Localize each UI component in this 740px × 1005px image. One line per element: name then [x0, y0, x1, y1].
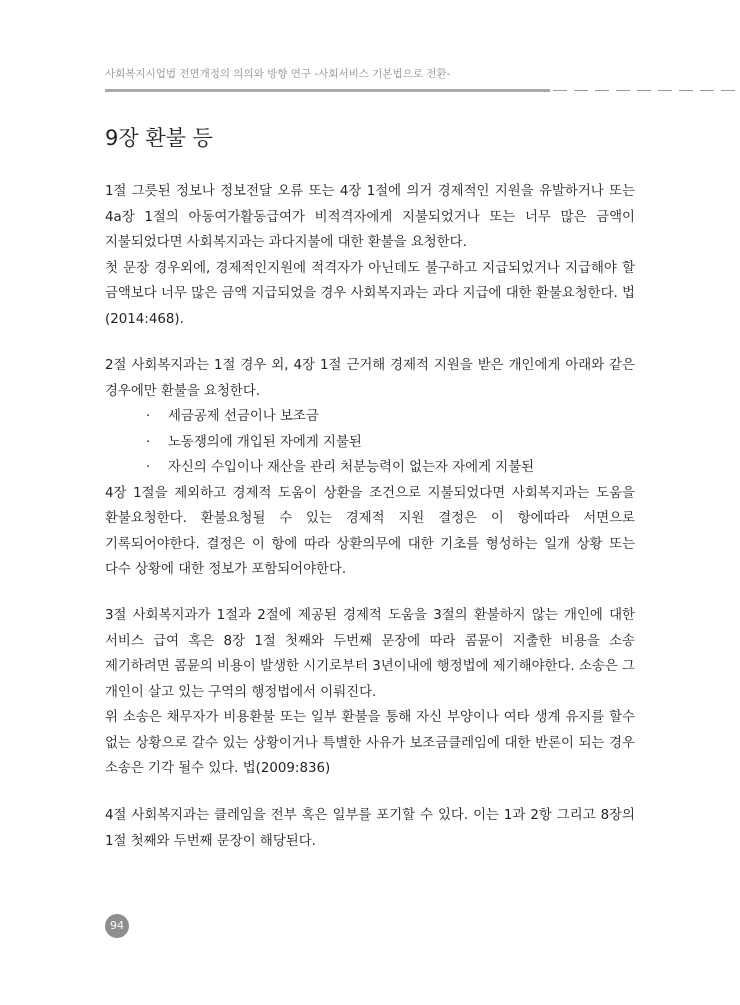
section-4	[105, 803, 635, 854]
list-item-text: 자신의 수입이나 재산을 관리 처분능력이 없는자 자에게 지불된	[168, 460, 535, 475]
bullet-list	[105, 404, 635, 481]
chapter-title: 9장 환불 등	[105, 126, 213, 150]
running-header: 사회복지시업법 전면개정의 의의와 방향 연구 -사회서비스 기본법으로 전환-	[105, 68, 451, 80]
section-1	[105, 179, 635, 332]
section-1-paragraph-1: 1절 그릇된 정보나 정보전달 오류 또는 4장 1절에 의거 경제적인 지원을 유발하거나 또는 4a장 1절의 아동여가활동급여가 비적격자에게 지불되었거나 또는 너무 많은 금액이 지불되었다면 사회복지과는 과다지불에 대한 환불을 요청한다.	[105, 184, 635, 250]
section-3-paragraph-2: 위 소송은 채무자가 비용환불 또는 일부 환불을 통해 자신 부양이나 여타 생계 유지를 할수 없는 상황으로 갈수 있는 상황이거나 특별한 사유가 보조금클레임에 대한 반론이 되는 경우 소송은 기각 될수 있다. 법(2009:836)	[105, 710, 635, 776]
list-item	[146, 404, 635, 430]
bullet-dot: ·	[146, 409, 151, 424]
bullet-dot: ·	[146, 434, 151, 450]
section-3-paragraph-1: 3절 사회복지과가 1절과 2절에 제공된 경제적 도움을 3절의 환불하지 않는 개인에 대한 서비스 급여 혹은 8장 1절 첫째와 두번째 문장에 따라 콤뮨이 지출한 비용을 소송 제기하려면 콤뮨의 비용이 발생한 시기로부터 3년이내에 행정법에 제기해야한다. 소송은 그 개인이 살고 있는 구역의 행정법에서 이뤄진다.	[105, 608, 635, 700]
list-item-text: 세금공제 선금이나 보조금	[168, 409, 319, 424]
list-item-text: 노동쟁의에 개입된 자에게 지불된	[168, 434, 362, 450]
list-item	[146, 455, 635, 481]
section-2	[105, 353, 635, 583]
section-2-paragraph-2: 4장 1절을 제외하고 경제적 도움이 상환을 조건으로 지불되었다면 사회복지과는 도움을 환불요청한다. 환불요청될 수 있는 경제적 지원 결정은 이 항에따라 서면으로 기록되어야한다. 결정은 이 항에 따라 상환의무에 대한 기초를 형성하는 일개 상황 또는 다수 상황에 대한 정보가 포함되어야한다.	[105, 485, 635, 577]
section-3	[105, 603, 635, 782]
section-4-paragraph-1: 4절 사회복지과는 클레임을 전부 혹은 일부를 포기할 수 있다. 이는 1과 2항 그리고 8장의 1절 첫째와 두번째 문장이 해당된다.	[105, 808, 635, 849]
section-2-paragraph-1: 2절 사회복지과는 1절 경우 외, 4장 1절 근거해 경제적 지원을 받은 개인에게 아래와 같은 경우에만 환불을 요청한다.	[105, 358, 635, 399]
bullet-dot: ·	[146, 460, 151, 475]
section-1-paragraph-2: 첫 문장 경우외에, 경제적인지원에 적격자가 아닌데도 불구하고 지급되었거나 지급해야 할 금액보다 너무 많은 금액 지급되었을 경우 사회복지과는 과다 지급에 대한 환불요청한다. 법(2014:468).	[105, 260, 635, 327]
header-dashed-rule	[553, 90, 738, 91]
list-item	[146, 430, 635, 456]
page-number-badge: 94	[105, 914, 129, 938]
header-rule	[105, 89, 550, 92]
